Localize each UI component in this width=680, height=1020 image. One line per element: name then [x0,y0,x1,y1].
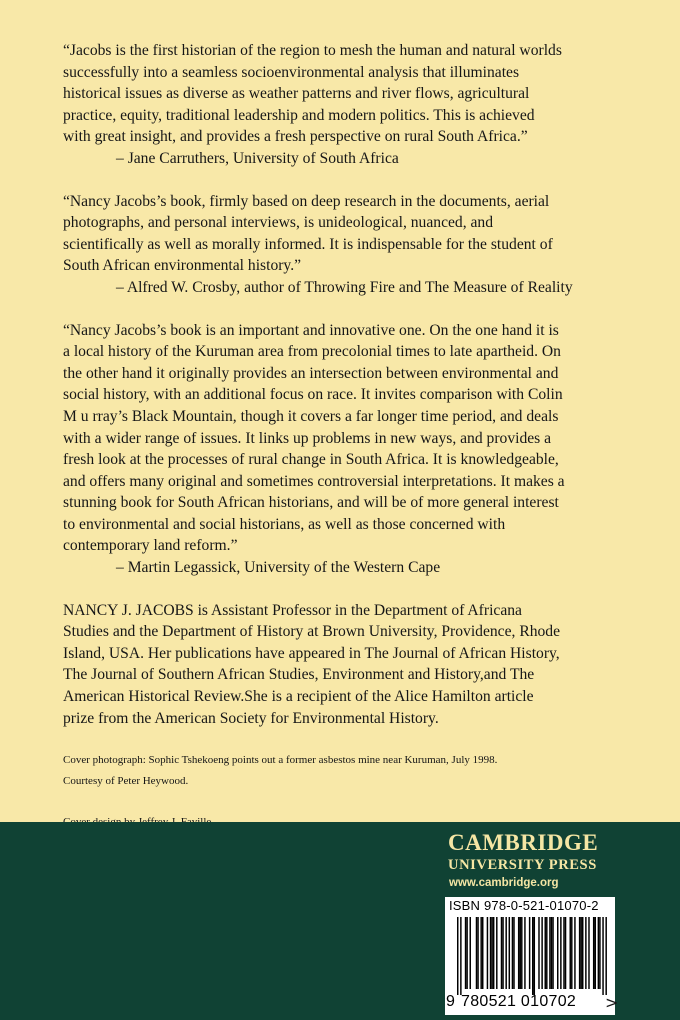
quote-line: “Nancy Jacobs’s book, firmly based on deep research in the documents, aerial [63,192,550,210]
barcode-bar [521,917,522,989]
barcode-bar [598,917,599,989]
barcode-bar [605,917,606,995]
quote-line: practice, equity, traditional leadership and modern politics. This is achieved [63,106,535,124]
quote-line: M u rray’s Black Mountain, though it covers a far longer time period, and deals [63,407,559,425]
barcode-bar [582,917,583,989]
quote-attribution: – Alfred W. Crosby, author of Throwing Fire and The Measure of Reality [116,278,573,296]
barcode-bar [496,917,497,989]
publisher-website: www.cambridge.org [449,877,559,889]
barcode-bar [501,917,502,989]
barcode-bar [509,917,510,989]
barcode-bar [552,917,553,989]
barcode-bar [460,917,461,995]
barcode-bar [585,917,586,989]
barcode-bar [487,917,488,989]
quote-crosby [63,191,623,299]
barcode-bar [546,917,547,989]
quote-line: with a wider range of issues. It links up problems in new ways, and provides a [63,429,552,447]
quote-line: “Jacobs is the first historian of the region to mesh the human and natural worlds [63,42,562,59]
quote-line: scientifically as well as morally informed. It is indispensable for the student of [63,235,553,253]
quote-line: social history, with an additional focus on race. It invites comparison with Colin [63,386,563,404]
back-cover-text [63,40,623,833]
barcode-bar [505,917,506,989]
barcode-bar [502,917,503,989]
barcode-bar [518,917,519,989]
barcode-bar [588,917,589,989]
isbn-label: ISBN 978-0-521-01070-2 [449,898,599,913]
author-bio [63,600,623,730]
quote-line: stunning book for South African historians, and will be of more general interest [63,494,559,512]
barcode-bar [570,917,571,989]
barcode-bar [599,917,600,989]
barcode-bar [602,917,603,995]
barcode-bar [593,917,594,989]
barcode-bar [538,917,539,989]
barcode-bar [563,917,564,989]
barcode-bar [477,917,478,989]
barcode-bar [520,917,521,989]
barcode-bar [512,917,513,989]
bio-line: Studies and the Department of History at Brown University, Providence, Rhode [63,623,561,641]
barcode-bar [551,917,552,989]
publisher-footer [0,822,680,1020]
barcode-bar [571,917,572,989]
quote-line: fresh look at the processes of rural change in South Africa. It is knowledgeable, [63,451,559,469]
publisher-name: CAMBRIDGE [448,830,599,855]
quote-line: to environmental and social historians, as well as those concerned with [63,515,506,533]
barcode-bars [457,917,607,995]
bio-line: prize from the American Society for Environmental History. [63,709,439,727]
barcode-bar [579,917,580,989]
quote-line: historical issues as diverse as weather patterns and river flows, agricultural [63,85,530,103]
barcode-digits: 780521 010702 [461,993,577,1010]
barcode-bar [595,917,596,989]
bio-line: American Historical Review.She is a recipient of the Alice Hamilton article [63,688,534,706]
barcode-bar [545,917,546,989]
quote-legassick [63,320,623,579]
barcode-bar [457,917,458,995]
barcode-bar [534,917,535,995]
bio-line: NANCY J. JACOBS is Assistant Professor in the Department of Africana [63,601,522,619]
cover-photo-credit: Cover photograph: Sophic Tshekoeng points out a former asbestos mine near Kuruman, July 1998. [63,754,498,767]
barcode-bar [549,917,550,989]
quote-attribution: – Jane Carruthers, University of South Africa [116,149,399,167]
publisher-subname: UNIVERSITY PRESS [448,857,597,873]
quote-line: a local history of the Kuruman area from precolonial times to late apartheid. On [63,343,561,361]
quote-line: “Nancy Jacobs’s book is an important and innovative one. On the one hand it is [63,321,559,339]
barcode-bar [532,917,533,995]
barcode-bar [493,917,494,989]
barcode-arrow: > [605,993,619,1012]
barcode-bar [524,917,525,989]
quote-line: South African environmental history.” [63,257,302,275]
barcode-bar [580,917,581,989]
barcode-bar [574,917,575,989]
quote-line: and offers many original and sometimes controversial interpretations. It makes a [63,472,565,490]
quote-line: with great insight, and provides a fresh perspective on rural South Africa.” [63,128,528,146]
barcode-bar [557,917,558,989]
quote-line: successfully into a seamless socioenvironmental analysis that illuminates [63,63,520,81]
quote-line: photographs, and personal interviews, is unideological, nuanced, and [63,214,494,232]
quote-line: contemporary land reform.” [63,537,238,555]
bio-line: Island, USA. Her publications have appeared in The Journal of African History, [63,644,560,662]
barcode-bar [560,917,561,989]
barcode-bar [529,917,530,989]
barcode-bar [482,917,483,989]
cover-photo-courtesy: Courtesy of Peter Heywood. [63,775,189,788]
quote-line: the other hand it originally provides an intersection between environmental and [63,364,559,382]
quote-carruthers [63,40,623,170]
barcode-bar [541,917,542,989]
barcode-bar [480,917,481,989]
isbn-barcode [445,897,619,1015]
barcode-bar [476,917,477,989]
barcode-bar [470,917,471,989]
barcode-bar [491,917,492,989]
quote-attribution: – Martin Legassick, University of the Western Cape [116,559,441,577]
barcode-bar [490,917,491,989]
barcode-bar [465,917,466,989]
barcode-bar [565,917,566,989]
barcode-bar [466,917,467,989]
bio-line: The Journal of Southern African Studies, Environment and History,and The [63,666,535,684]
barcode-bar [513,917,514,989]
barcode-first-digit: 9 [446,993,456,1010]
